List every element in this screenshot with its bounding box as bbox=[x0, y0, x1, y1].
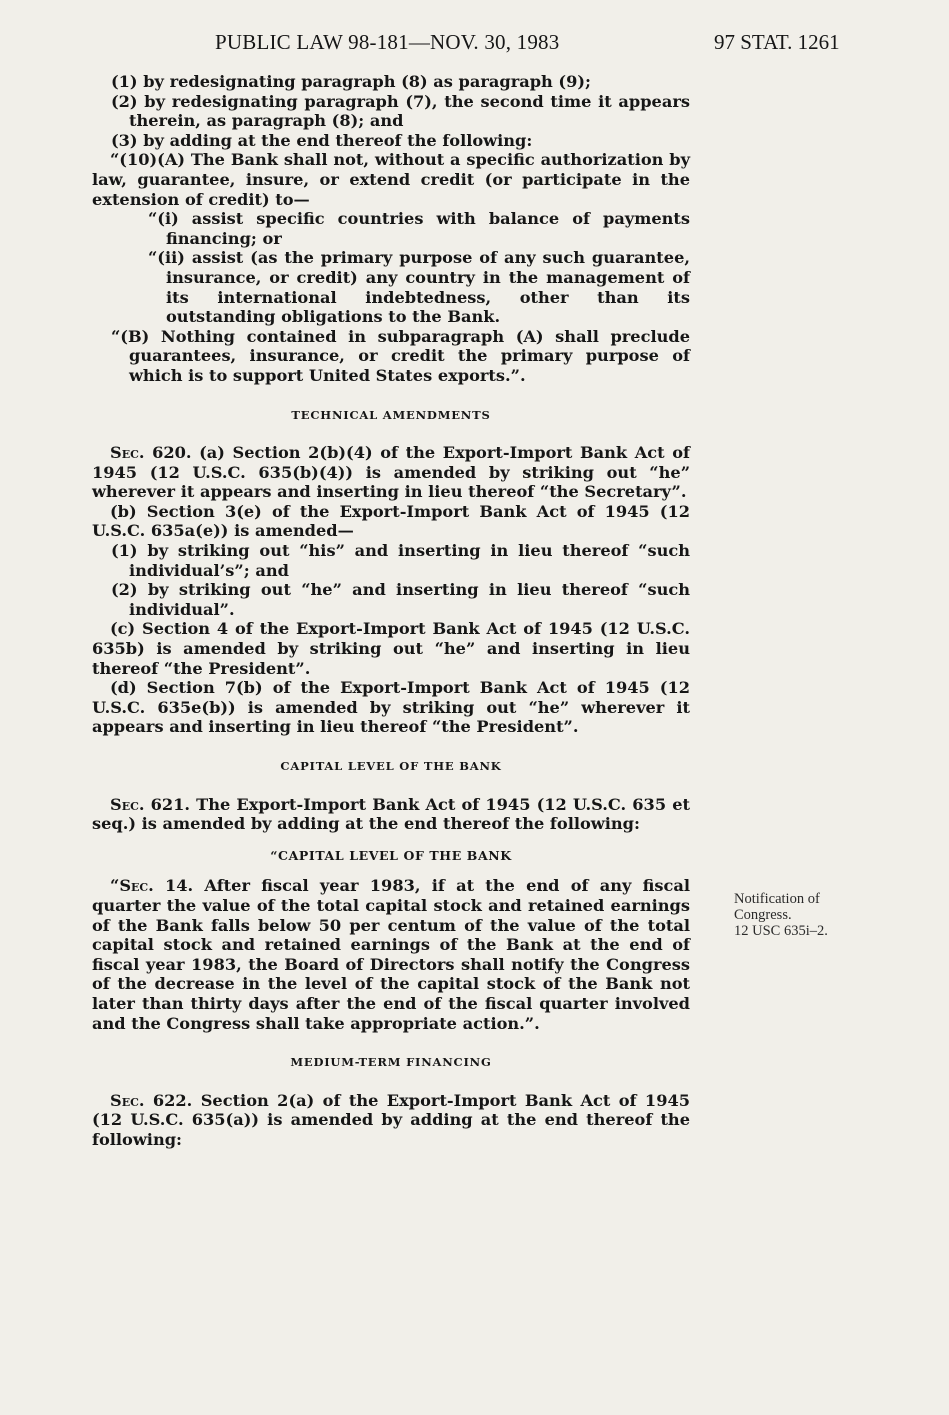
sec-622 bbox=[92, 1091, 690, 1150]
sec-620-a bbox=[92, 443, 690, 502]
heading-technical-amendments: TECHNICAL AMENDMENTS bbox=[291, 407, 491, 422]
paragraph-10a: “(10)(A) The Bank shall not, without a specific authorization by law, guarantee, insure, or extend credit (or participate in the extension of credit) to— bbox=[92, 150, 690, 209]
sec-620-a-text: 620. (a) Section 2(b)(4) of the Export-Import Bank Act of 1945 (12 U.S.C. 635(b)(4)) is amended by striking out “he” wherever it appears and inserting in lieu thereof “the Secretary”. bbox=[92, 443, 690, 502]
statute-body bbox=[92, 72, 690, 1150]
page-header-stat: 97 STAT. 1261 bbox=[714, 30, 840, 54]
paragraph-2: (2) by redesignating paragraph (7), the second time it appears therein, as paragraph (8); and bbox=[111, 91, 690, 131]
sec-620-b1: (1) by striking out “his” and inserting in lieu thereof “such individual’s”; and bbox=[111, 541, 690, 580]
sec-label: Sec. bbox=[110, 1090, 145, 1110]
margin-note-line-2: Congress. bbox=[734, 907, 792, 923]
sec-622-text: 622. Section 2(a) of the Export-Import Bank Act of 1945 (12 U.S.C. 635(a)) is amended by adding at the end thereof the following: bbox=[92, 1090, 690, 1149]
sec-label: Sec. bbox=[119, 876, 154, 896]
margin-note-line-1: Notification of bbox=[734, 891, 820, 907]
sec-620-c: (c) Section 4 of the Export-Import Bank Act of 1945 (12 U.S.C. 635b) is amended by striking out “he” and inserting in lieu thereof “the President”. bbox=[92, 619, 690, 678]
sec-14 bbox=[92, 876, 690, 1033]
sec-14-text: 14. After fiscal year 1983, if at the end of any fiscal quarter the value of the total capital stock and retained earnings of the Bank falls below 50 per centum of the value of the total capital stock and retained earnings of the Bank at the end of fiscal year 1983, the Board of Directors shall notify the Congress of the decrease in the level of the capital stock of the Bank not later than thirty days after the end of the fiscal quarter involved and the Congress shall take appropriate action.”. bbox=[92, 876, 690, 1033]
sec-620-b: (b) Section 3(e) of the Export-Import Bank Act of 1945 (12 U.S.C. 635a(e)) is amended— bbox=[92, 501, 690, 541]
margin-note-line-3: 12 USC 635i–2. bbox=[734, 923, 828, 939]
sec-621-text: 621. The Export-Import Bank Act of 1945 (12 U.S.C. 635 et seq.) is amended by adding at the end thereof the following: bbox=[92, 794, 690, 834]
sec-620-d: (d) Section 7(b) of the Export-Import Bank Act of 1945 (12 U.S.C. 635e(b)) is amended by striking out “he” wherever it appears and inserting in lieu thereof “the President”. bbox=[92, 678, 690, 737]
subparagraph-b: “(B) Nothing contained in subparagraph (A) shall preclude guarantees, insurance, or credit the primary purpose of which is to support United States exports.”. bbox=[111, 326, 690, 385]
heading-medium-term-financing: MEDIUM-TERM FINANCING bbox=[290, 1055, 492, 1070]
margin-note bbox=[734, 891, 894, 939]
paragraph-1: (1) by redesignating paragraph (8) as paragraph (9); bbox=[111, 72, 591, 91]
sec-620-b2: (2) by striking out “he” and inserting in lieu thereof “such individual”. bbox=[111, 580, 690, 619]
page-header-title: PUBLIC LAW 98-181—NOV. 30, 1983 bbox=[215, 30, 560, 54]
sec-621 bbox=[92, 795, 690, 834]
clause-i: “(i) assist specific countries with balance of payments financing; or bbox=[148, 209, 690, 248]
heading-capital-level: CAPITAL LEVEL OF THE BANK bbox=[280, 759, 502, 773]
subheading-capital-level: “CAPITAL LEVEL OF THE BANK bbox=[270, 847, 512, 863]
clause-ii: “(ii) assist (as the primary purpose of any such guarantee, insurance, or credit) any country in the management of its international indebtedness, other than its outstanding obligations to the Bank. bbox=[148, 248, 690, 327]
sec-14-open-quote: “ bbox=[110, 876, 120, 896]
sec-label: Sec. bbox=[110, 443, 145, 463]
sec-label: Sec. bbox=[110, 794, 145, 814]
paragraph-3: (3) by adding at the end thereof the following: bbox=[111, 130, 533, 150]
